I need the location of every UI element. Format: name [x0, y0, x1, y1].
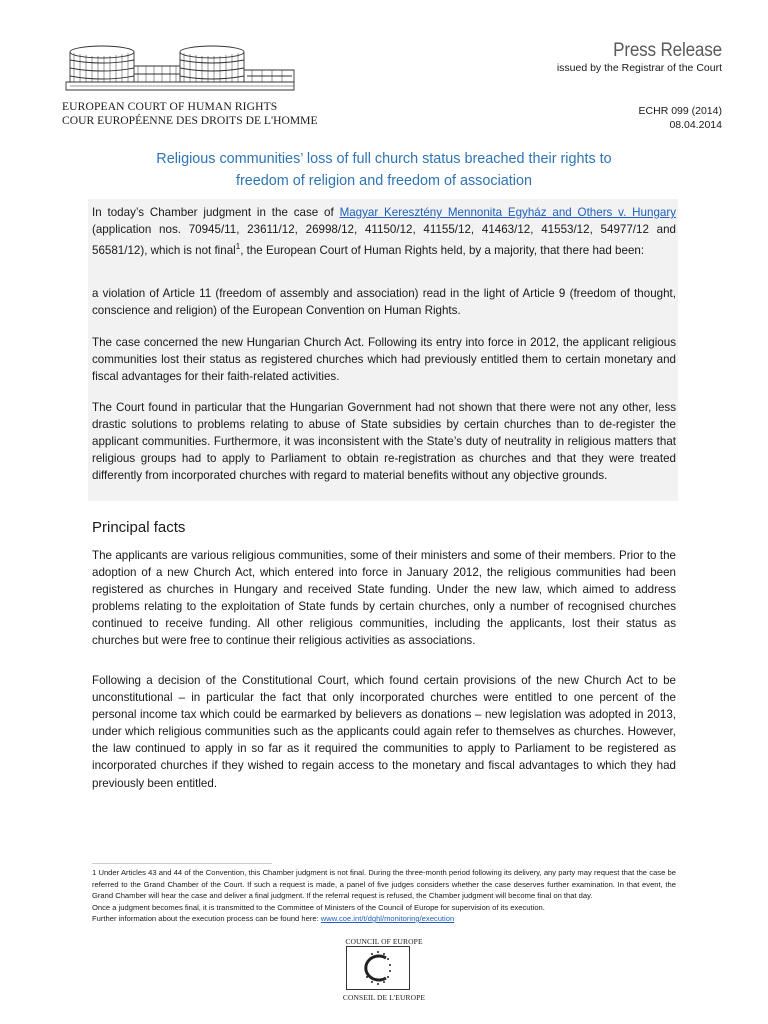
- reference-number: ECHR 099 (2014): [638, 105, 722, 117]
- case-concerned-paragraph: The case concerned the new Hungarian Church Act. Following its entry into force in 2012, the applicant religious communities lost their status as registered churches which had previously entitled them to certain monetary and fiscal advantages for their faith-related activities.: [92, 336, 676, 383]
- headline: [92, 148, 676, 192]
- intro-text-start: In today’s Chamber judgment in the case of: [92, 206, 340, 219]
- release-date: 08.04.2014: [669, 119, 722, 131]
- court-name-english: EUROPEAN COURT OF HUMAN RIGHTS: [62, 100, 278, 113]
- principal-facts-paragraph-2: Following a decision of the Constitutional Court, which found certain provisions of the new Church Act to be unconstitutional – in particular the fact that only incorporated churches were entitled to one percent of the personal income tax which could be earmarked by believers as donations – new legislation was adopted in 2013, under which religious communities such as the applicants could again refer to themselves as churches. However, the law continued to apply in so far as it required the communities to apply to Parliament to be registered as incorporated churches if they wished to regain access to the monetary and fiscal advantages to which they had previously been entitled.: [92, 674, 676, 790]
- council-of-europe-emblem-icon: [346, 946, 410, 990]
- court-building-logo: [62, 40, 297, 100]
- court-name-french: COUR EUROPÉENNE DES DROITS DE L'HOMME: [62, 114, 318, 127]
- violation-statement: a violation of Article 11 (freedom of assembly and association) read in the light of Article 9 (freedom of thought, conscience and religion) of the European Convention on Human Rights.: [92, 287, 676, 317]
- footnote-marker[interactable]: 1: [235, 241, 241, 251]
- footnote-separator: [92, 863, 272, 864]
- headline-line-1: Religious communities’ loss of full church status breached their rights to: [156, 151, 612, 167]
- principal-facts-paragraph-1: The applicants are various religious communities, some of their ministers and some of their members. Prior to the adoption of a new Church Act, which entered into force in January 2012, the religious communities had been registered as churches in Hungary and received State funding. Under the new law, which aimed to address problems relating to the exploitation of State funds by certain churches, only a number of recognised churches continued to receive funding. All other religious communities, including the applicants, lost their status as churches but were free to continue their religious activities as associations.: [92, 549, 676, 648]
- footnote-paragraph-3: [92, 913, 676, 925]
- issued-by-line: issued by the Registrar of the Court: [556, 62, 722, 74]
- headline-line-2: freedom of religion and freedom of association: [236, 173, 532, 189]
- footnote-text-2: Once a judgment becomes final, it is transmitted to the Committee of Ministers of the Council of Europe for supervision of its execution.: [92, 902, 545, 912]
- execution-link[interactable]: www.coe.int/t/dghl/monitoring/execution: [320, 914, 455, 923]
- footnote-number: 1: [92, 868, 97, 877]
- press-release-title: Press Release: [613, 40, 722, 61]
- court-found-paragraph: The Court found in particular that the Hungarian Government had not shown that there were not any other, less drastic solutions to problems relating to abuse of State subsidies by certain churches than to de-register the applicant communities. Furthermore, it was inconsistent with the State’s duty of neutrality in religious matters that religious groups had to apply to Parliament to obtain re-registration as churches and that they were treated differently from incorporated churches with regard to material benefits without any objective grounds.: [92, 401, 676, 482]
- footnote-text-3: Further information about the execution process can be found here:: [92, 914, 321, 923]
- intro-text-end: , the European Court of Human Rights held, by a majority, that there had been:: [240, 243, 645, 257]
- council-of-europe-label: COUNCIL OF EUROPE: [345, 937, 423, 946]
- case-link[interactable]: Magyar Keresztény Mennonita Egyház and Others v. Hungary: [339, 206, 676, 219]
- footnote-text-1: Under Articles 43 and 44 of the Convention, this Chamber judgment is not final. During the three-month period following its delivery, any party may request that the case be referred to the Grand Chamber of the Court. If such a request is made, a panel of five judges considers whether the case deserves further examination. In that event, the Grand Chamber will hear the case and deliver a final judgment. If the referral request is refused, the Chamber judgment will become final on that day.: [92, 868, 676, 900]
- intro-text-middle: (application nos. 70945/11, 23611/12, 26998/12, 41150/12, 41155/12, 41463/12, 41553/12, 54977/12 and 56581/12), which is not final: [92, 222, 676, 257]
- footnote: [92, 867, 676, 925]
- summary-intro: [92, 205, 676, 260]
- footnote-paragraph-1: [92, 867, 676, 902]
- principal-facts-heading: Principal facts: [92, 519, 186, 536]
- conseil-de-l-europe-label: CONSEIL DE L'EUROPE: [342, 993, 426, 1002]
